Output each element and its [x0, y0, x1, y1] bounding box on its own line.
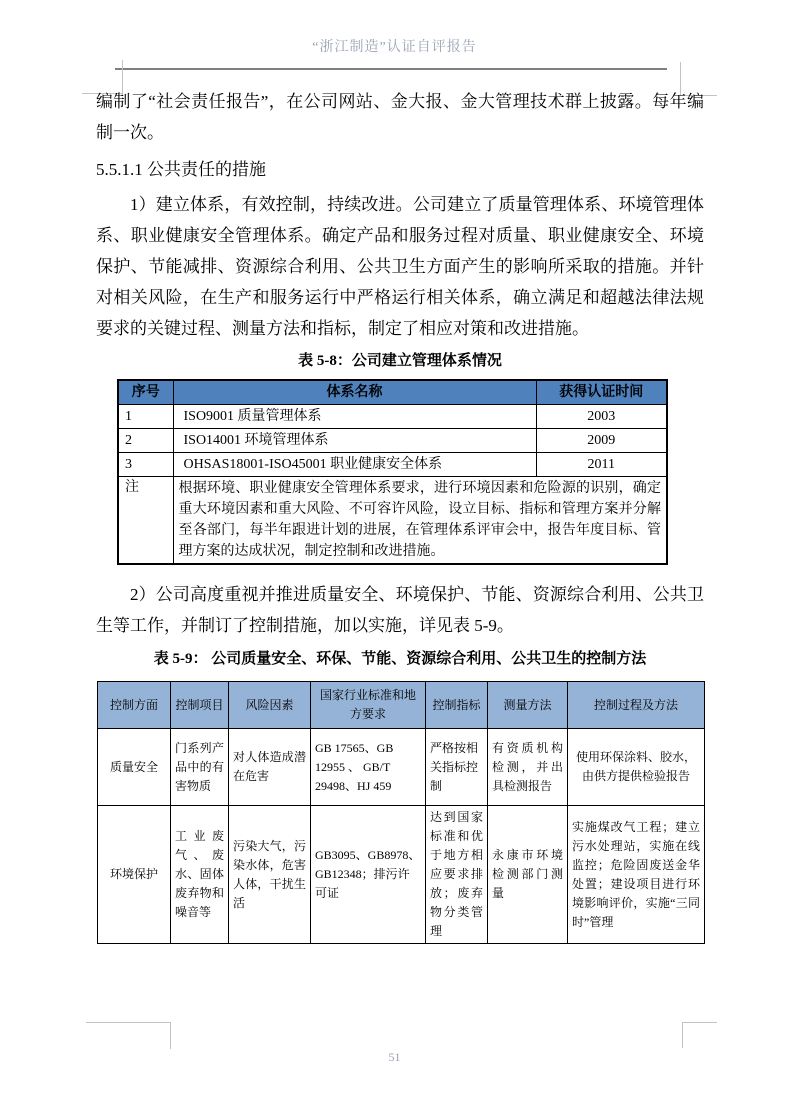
t58-cell-year: 2009	[536, 429, 667, 453]
t58-cell-seq: 2	[118, 429, 173, 453]
paragraph-1: 1）建立体系，有效控制，持续改进。公司建立了质量管理体系、环境管理体系、职业健康安全管理体系。确定产品和服务过程对质量、职业健康安全、环境保护、节能减排、资源综合利用、公共卫生方面产生的影响所采取的措施。并针对相关风险，在生产和服务运行中严格运行相关体系，确立满足和超越法律法规要求的关键过程、测量方法和指标，制定了相应对策和改进措施。	[96, 195, 704, 338]
table-row	[98, 729, 705, 806]
t58-header-cert-date: 获得认证时间	[536, 380, 667, 405]
crop-mark-bottom-left	[86, 1022, 171, 1049]
table-5-9-header-row	[98, 682, 705, 729]
t59-cell-risk: 污染大气，污染水体，危害人体，干扰生活	[229, 806, 311, 944]
t58-cell-year: 2011	[536, 453, 667, 477]
t59-header-measure: 测量方法	[488, 682, 568, 729]
t59-cell-standard: GB 17565、GB 12955 、 GB/T 29498、HJ 459	[311, 729, 426, 806]
t58-note-label: 注	[118, 477, 173, 565]
t59-cell-indicator: 达到国家标准和优于地方相应要求排放；废弃物分类管理	[426, 806, 488, 944]
t59-header-indicator: 控制指标	[426, 682, 488, 729]
t59-cell-measure: 有资质机构检测，并出具检测报告	[488, 729, 568, 806]
t59-cell-item: 门系列产品中的有害物质	[171, 729, 229, 806]
t58-header-system-name: 体系名称	[173, 380, 536, 405]
t58-cell-system: ISO14001 环境管理体系	[173, 429, 536, 453]
t59-cell-standard: GB3095、GB8978、GB12348；排污许可证	[311, 806, 426, 944]
table-row	[118, 405, 667, 429]
table-5-8-header-row	[118, 380, 667, 405]
t59-header-item: 控制项目	[171, 682, 229, 729]
t58-cell-system: ISO9001 质量管理体系	[173, 405, 536, 429]
t58-cell-seq: 1	[118, 405, 173, 429]
t59-cell-item: 工业废气、废水、固体废弃物和噪音等	[171, 806, 229, 944]
t59-cell-indicator: 严格按相关指标控制	[426, 729, 488, 806]
paragraph-intro: 编制了“社会责任报告”，在公司网站、金大报、金大管理技术群上披露。每年编制一次。	[96, 92, 704, 142]
t59-header-standard: 国家行业标准和地方要求	[311, 682, 426, 729]
section-heading: 5.5.1.1 公共责任的措施	[96, 160, 266, 179]
table-5-9	[97, 681, 705, 944]
table-row	[98, 806, 705, 944]
table-row	[118, 429, 667, 453]
t59-header-aspect: 控制方面	[98, 682, 171, 729]
t59-cell-process: 实施煤改气工程；建立污水处理站，实施在线监控；危险固废送金华处置；建设项目进行环境影响评价，实施“三同时”管理	[568, 806, 705, 944]
t59-cell-process: 使用环保涂料、胶水，由供方提供检验报告	[568, 729, 705, 806]
paragraph-2: 2）公司高度重视并推进质量安全、环境保护、节能、资源综合利用、公共卫生等工作，并制订了控制措施，加以实施，详见表 5-9。	[96, 585, 704, 635]
t58-cell-system: OHSAS18001-ISO45001 职业健康安全体系	[173, 453, 536, 477]
table-5-8-title: 表 5-8：公司建立管理体系情况	[298, 353, 502, 369]
t59-cell-aspect: 环境保护	[98, 806, 171, 944]
table-5-8	[117, 379, 668, 565]
t59-cell-measure: 永康市环境检测部门测量	[488, 806, 568, 944]
document-body	[96, 86, 704, 944]
header-rule	[115, 68, 667, 70]
table-note-row	[118, 477, 667, 565]
header-title: “浙江制造”认证自评报告	[312, 40, 477, 55]
t58-cell-seq: 3	[118, 453, 173, 477]
t59-header-process: 控制过程及方法	[568, 682, 705, 729]
page-number: 51	[388, 1050, 401, 1064]
crop-mark-bottom-right	[682, 1022, 717, 1048]
table-5-9-title: 表 5-9： 公司质量安全、环保、节能、资源综合利用、公共卫生的控制方法	[153, 651, 647, 667]
t59-header-risk: 风险因素	[229, 682, 311, 729]
t58-header-seq: 序号	[118, 380, 173, 405]
table-row	[118, 453, 667, 477]
t58-note-text: 根据环境、职业健康安全管理体系要求，进行环境因素和危险源的识别，确定重大环境因素和重大风险、不可容许风险，设立目标、指标和管理方案并分解至各部门，每半年跟进计划的进展，在管理体系评审会中，报告年度目标、管理方案的达成状况，制定控制和改进措施。	[173, 477, 667, 565]
t59-cell-aspect: 质量安全	[98, 729, 171, 806]
t58-cell-year: 2003	[536, 405, 667, 429]
t59-cell-risk: 对人体造成潜在危害	[229, 729, 311, 806]
